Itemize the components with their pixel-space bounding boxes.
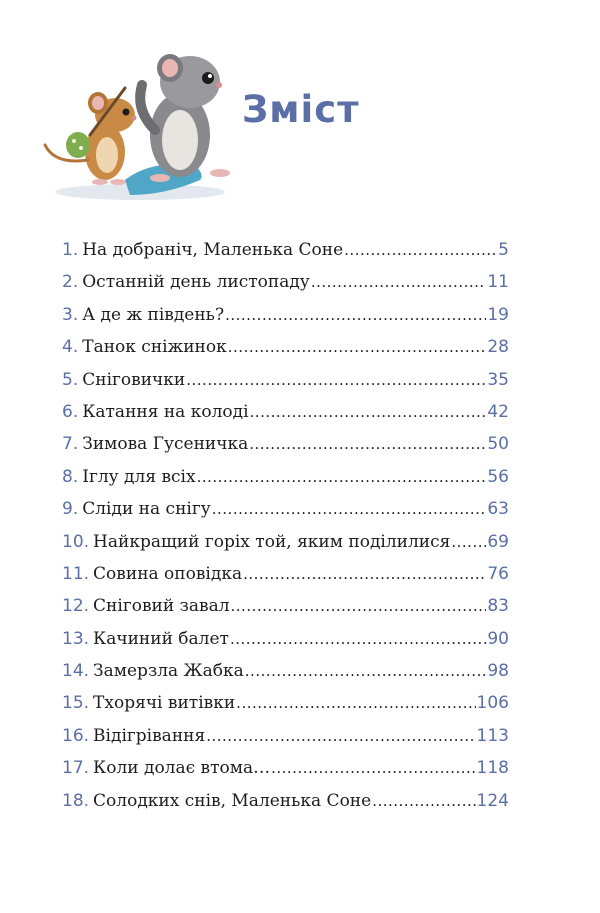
dot-leader: [212, 500, 487, 518]
toc-entry[interactable]: [62, 726, 509, 758]
toc-entry-number: 9.: [62, 499, 79, 520]
toc-entry-title: Останній день листопаду: [82, 272, 310, 293]
toc-entry-title: Катання на колоді: [82, 401, 249, 422]
toc-entry-number: 14.: [62, 661, 90, 682]
toc-entry[interactable]: [62, 596, 509, 628]
toc-entry[interactable]: [62, 402, 509, 434]
toc-entry[interactable]: [62, 791, 509, 823]
toc-entry[interactable]: [62, 661, 509, 693]
dot-leader: [206, 727, 475, 745]
toc-entry-page: 118: [476, 758, 509, 779]
toc-entry-number: 16.: [62, 725, 90, 746]
dot-leader: [372, 792, 475, 810]
toc-entry-page: 90: [487, 628, 509, 649]
toc-entry-number: 18.: [62, 790, 90, 811]
mice-illustration-svg: [30, 40, 260, 215]
toc-entry-title: Качиний балет: [93, 628, 229, 649]
toc-entry-number: 13.: [62, 628, 90, 649]
toc-entry-page: 28: [487, 337, 509, 358]
toc-entry-number: 17.: [62, 758, 90, 779]
dot-leader: [271, 759, 475, 777]
table-of-contents: [62, 240, 509, 823]
toc-entry-title: Коли долає втома…: [93, 758, 271, 779]
toc-entry-page: 69: [487, 531, 509, 552]
toc-entry-page: 98: [487, 661, 509, 682]
toc-entry-number: 12.: [62, 596, 90, 617]
toc-entry-number: 4.: [62, 337, 79, 358]
toc-entry[interactable]: [62, 532, 509, 564]
dot-leader: [228, 338, 487, 356]
toc-entry-number: 11.: [62, 563, 90, 584]
dot-leader: [311, 273, 487, 291]
toc-entry-title: Сліди на снігу: [82, 499, 211, 520]
toc-entry-number: 3.: [62, 304, 79, 325]
toc-entry-page: 42: [487, 401, 509, 422]
toc-entry-title: А де ж південь?: [82, 304, 225, 325]
toc-entry-number: 7.: [62, 434, 79, 455]
dot-leader: [197, 468, 487, 486]
dot-leader: [231, 597, 487, 615]
toc-entry-page: 113: [476, 725, 509, 746]
toc-entry-title: Совина оповідка: [93, 563, 243, 584]
toc-entry-title: Іглу для всіх: [82, 466, 196, 487]
dot-leader: [225, 306, 486, 324]
toc-entry[interactable]: [62, 337, 509, 369]
dot-leader: [236, 694, 475, 712]
toc-entry-page: 11: [487, 272, 509, 293]
toc-entry-number: 1.: [62, 240, 79, 260]
toc-entry-number: 2.: [62, 272, 79, 293]
dot-leader: [186, 371, 486, 389]
toc-entry-page: 76: [487, 563, 509, 584]
dot-leader: [250, 403, 487, 421]
toc-entry-title: На добраніч, Маленька Соне: [82, 240, 344, 260]
toc-entry[interactable]: [62, 272, 509, 304]
dot-leader: [230, 630, 486, 648]
toc-entry[interactable]: [62, 564, 509, 596]
dot-leader: [344, 241, 497, 259]
toc-entry-title: Солодких снів, Маленька Соне: [93, 790, 372, 811]
toc-entry-title: Найкращий горіх той, яким поділилися: [93, 531, 451, 552]
toc-entry-title: Танок сніжинок: [82, 337, 227, 358]
toc-entry[interactable]: [62, 370, 509, 402]
toc-entry-page: 56: [487, 466, 509, 487]
toc-entry-number: 6.: [62, 401, 79, 422]
toc-entry-page: 124: [476, 790, 509, 811]
toc-entry[interactable]: [62, 499, 509, 531]
toc-entry[interactable]: [62, 467, 509, 499]
toc-entry[interactable]: [62, 305, 509, 337]
dot-leader: [451, 533, 486, 551]
toc-entry-page: 63: [487, 499, 509, 520]
toc-entry[interactable]: [62, 434, 509, 466]
toc-entry[interactable]: [62, 693, 509, 725]
dot-leader: [249, 435, 486, 453]
toc-entry-number: 15.: [62, 693, 90, 714]
toc-entry-number: 5.: [62, 369, 79, 390]
toc-entry-page: 5: [498, 240, 509, 260]
toc-entry-number: 10.: [62, 531, 90, 552]
toc-entry-title: Відігрівання: [93, 725, 206, 746]
toc-entry-page: 50: [487, 434, 509, 455]
toc-entry[interactable]: [62, 629, 509, 661]
dot-leader: [245, 662, 487, 680]
toc-entry-title: Тхорячі витівки: [93, 693, 236, 714]
page-title: Зміст: [242, 88, 360, 131]
toc-entry[interactable]: [62, 758, 509, 790]
toc-entry-title: Замерзла Жабка: [93, 661, 244, 682]
toc-entry[interactable]: [62, 240, 509, 272]
mice-traveling-illustration: [30, 40, 260, 215]
toc-entry-title: Зимова Гусеничка: [82, 434, 249, 455]
toc-entry-page: 19: [487, 304, 509, 325]
toc-entry-title: Сніговички: [82, 369, 186, 390]
toc-entry-page: 106: [476, 693, 509, 714]
toc-entry-number: 8.: [62, 466, 79, 487]
toc-entry-page: 35: [487, 369, 509, 390]
dot-leader: [243, 565, 486, 583]
toc-entry-title: Сніговий завал: [93, 596, 230, 617]
toc-entry-page: 83: [487, 596, 509, 617]
